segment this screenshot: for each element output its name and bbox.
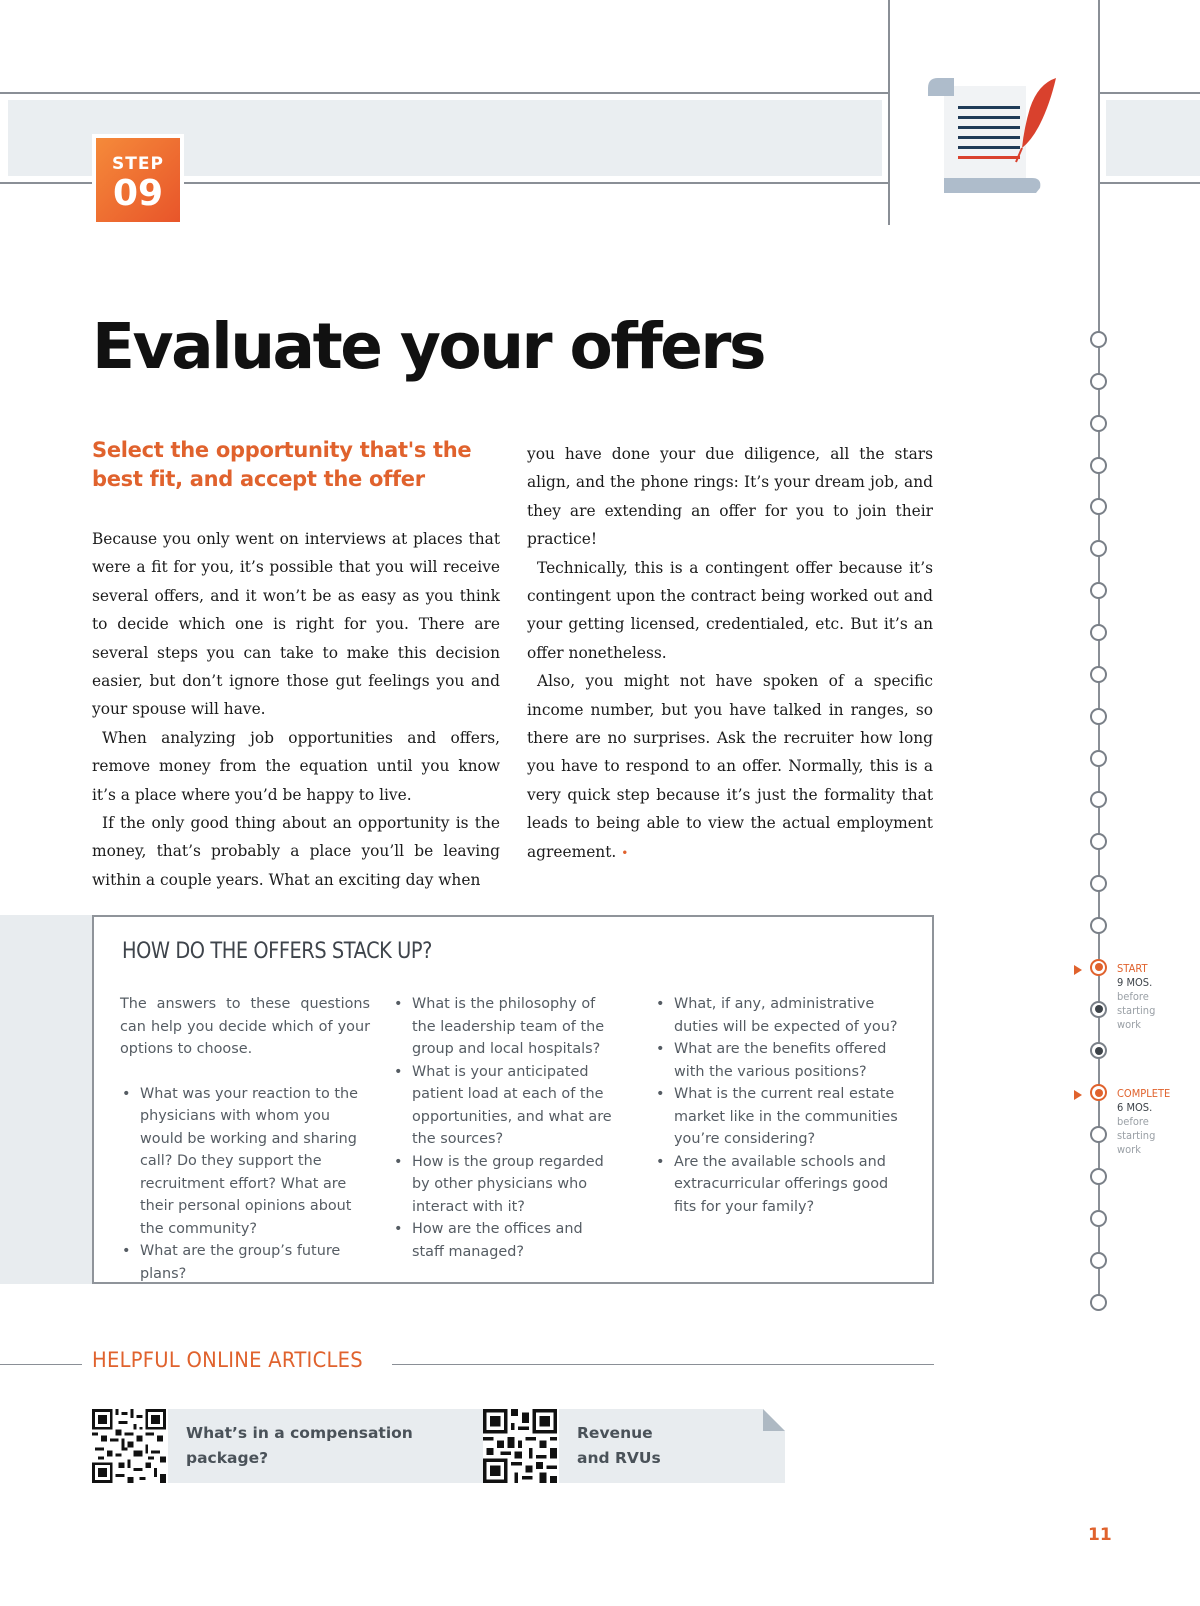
article-card [559, 1409, 785, 1483]
article-card [168, 1409, 518, 1483]
timeline-node [1090, 457, 1107, 474]
timeline-label-complete [1117, 1087, 1170, 1157]
timeline-node [1090, 331, 1107, 348]
body-paragraph: Because you only went on interviews at places that were a fit for you, it’s possible that you will receive several offers, and it won’t be as easy as you think to decide which one is right for you. There are several steps you can take to make this decision easier, but don’t ignore those gut feelings you and your spouse will have. [92, 530, 500, 719]
question-list [654, 993, 904, 1218]
timeline-node [1090, 1168, 1107, 1185]
header-rule-top [0, 92, 888, 94]
timeline-key: COMPLETE [1117, 1087, 1171, 1100]
timeline-node [1090, 917, 1107, 934]
qr-code-icon [92, 1409, 166, 1483]
timeline-key: START [1117, 962, 1148, 975]
timeline-node [1090, 666, 1107, 683]
subheading: Select the opportunity that's the best fit, and accept the offer [92, 438, 472, 491]
article-title [577, 1421, 661, 1471]
articles-heading: HELPFUL ONLINE ARTICLES [92, 1348, 363, 1372]
question-list [392, 993, 612, 1263]
timeline-label-start [1117, 962, 1155, 1032]
timeline-sub: before [1117, 990, 1149, 1003]
list-item: • What is the philosophy of the leadership team of the group and local hospitals? [392, 993, 612, 1061]
articles-rule-right [392, 1364, 934, 1365]
article-title [186, 1421, 413, 1471]
page-title: Evaluate your offers [92, 310, 764, 383]
article-title-line-1: What’s in a compensation [186, 1424, 413, 1442]
box-intro: The answers to these questions can help you decide which of your options to choose. [120, 996, 370, 1057]
end-mark: • [621, 845, 629, 860]
qr-code-icon [483, 1409, 557, 1483]
start-arrow-icon [1074, 965, 1082, 975]
timeline-node [1090, 791, 1107, 808]
box-title: HOW DO THE OFFERS STACK UP? [122, 939, 432, 964]
timeline-node [1090, 875, 1107, 892]
timeline-node [1090, 750, 1107, 767]
list-item: • Are the available schools and extracurricular offerings good fits for your family? [654, 1151, 904, 1219]
timeline-node [1090, 1252, 1107, 1269]
list-item: • What are the group’s future plans? [120, 1240, 370, 1285]
list-item: • How is the group regarded by other physicians who interact with it? [392, 1151, 612, 1219]
timeline-months: 9 MOS. [1117, 976, 1153, 989]
box-column-3 [654, 993, 904, 1218]
header-rule-top-right [1098, 92, 1200, 94]
timeline-node [1090, 959, 1107, 976]
header-band-right [1106, 100, 1200, 176]
body-paragraph [527, 667, 933, 867]
step-badge [92, 134, 184, 226]
timeline-node [1090, 1294, 1107, 1311]
body-paragraph: Technically, this is a contingent offer because it’s contingent upon the contract being worked out and your getting licensed, credentialed, etc. But it’s an offer nonetheless. [527, 558, 933, 662]
timeline-node [1090, 624, 1107, 641]
list-item: • What is your anticipated patient load at each of the opportunities, and what are the sources? [392, 1061, 612, 1151]
box-column-2 [392, 993, 612, 1263]
articles-rule-left [0, 1364, 82, 1365]
scroll-quill-icon [922, 76, 1062, 201]
box-column-1 [120, 993, 370, 1285]
timeline-node [1090, 1084, 1107, 1101]
header-rule-bottom-right [1098, 182, 1200, 184]
timeline-node [1090, 1126, 1107, 1143]
timeline-sub: starting [1117, 1004, 1156, 1017]
body-paragraph-text: Also, you might not have spoken of a specific income number, but you have talked in ranges, so there are no surprises. Ask the recruiter how long you have to respond to an offer. Normally, this is a very quick step because it’s just the formality that leads to being able to view the actual employment agreement. [527, 672, 933, 861]
vertical-rule [888, 0, 890, 225]
body-column-left [92, 525, 500, 894]
list-item: • What, if any, administrative duties will be expected of you? [654, 993, 904, 1038]
timeline-node [1090, 833, 1107, 850]
timeline-sub: before [1117, 1115, 1149, 1128]
list-item: • What are the benefits offered with the various positions? [654, 1038, 904, 1083]
page-number: 11 [1088, 1525, 1112, 1545]
list-item: • How are the offices and staff managed? [392, 1218, 612, 1263]
article-title-line-1: Revenue [577, 1424, 653, 1442]
body-paragraph: When analyzing job opportunities and offers, remove money from the equation until you know it’s a place where you’d be happy to live. [92, 728, 500, 804]
article-title-line-2: and RVUs [577, 1449, 661, 1467]
list-item: • What is the current real estate market like in the communities you’re considering? [654, 1083, 904, 1151]
box-side-panel [0, 915, 92, 1284]
complete-arrow-icon [1074, 1090, 1082, 1100]
timeline-node [1090, 1042, 1107, 1059]
questions-box [92, 915, 934, 1284]
timeline-sub: starting [1117, 1129, 1156, 1142]
timeline-track [1098, 0, 1100, 1305]
body-paragraph: If the only good thing about an opportunity is the money, that’s probably a place you’ll be leaving within a couple years. What an exciting day when [92, 814, 500, 889]
step-label: STEP [112, 154, 164, 174]
body-column-right [527, 440, 933, 867]
article-title-line-2: package? [186, 1449, 269, 1467]
question-list [120, 1083, 370, 1286]
timeline-node [1090, 373, 1107, 390]
timeline-node [1090, 1210, 1107, 1227]
list-item: • What was your reaction to the physicians with whom you would be working and sharing call? Do they support the recruitment effort? What are their personal opinions about the community? [120, 1083, 370, 1241]
timeline-node [1090, 498, 1107, 515]
timeline-sub: work [1117, 1018, 1141, 1031]
timeline-node [1090, 415, 1107, 432]
timeline-node [1090, 540, 1107, 557]
timeline-node [1090, 708, 1107, 725]
timeline-node [1090, 582, 1107, 599]
timeline-months: 6 MOS. [1117, 1101, 1153, 1114]
timeline-node [1090, 1001, 1107, 1018]
step-number: 09 [112, 173, 164, 214]
timeline-sub: work [1117, 1143, 1141, 1156]
body-paragraph: you have done your due diligence, all the stars align, and the phone rings: It’s your dream job, and they are extending an offer for you to join their practice! [527, 445, 933, 549]
